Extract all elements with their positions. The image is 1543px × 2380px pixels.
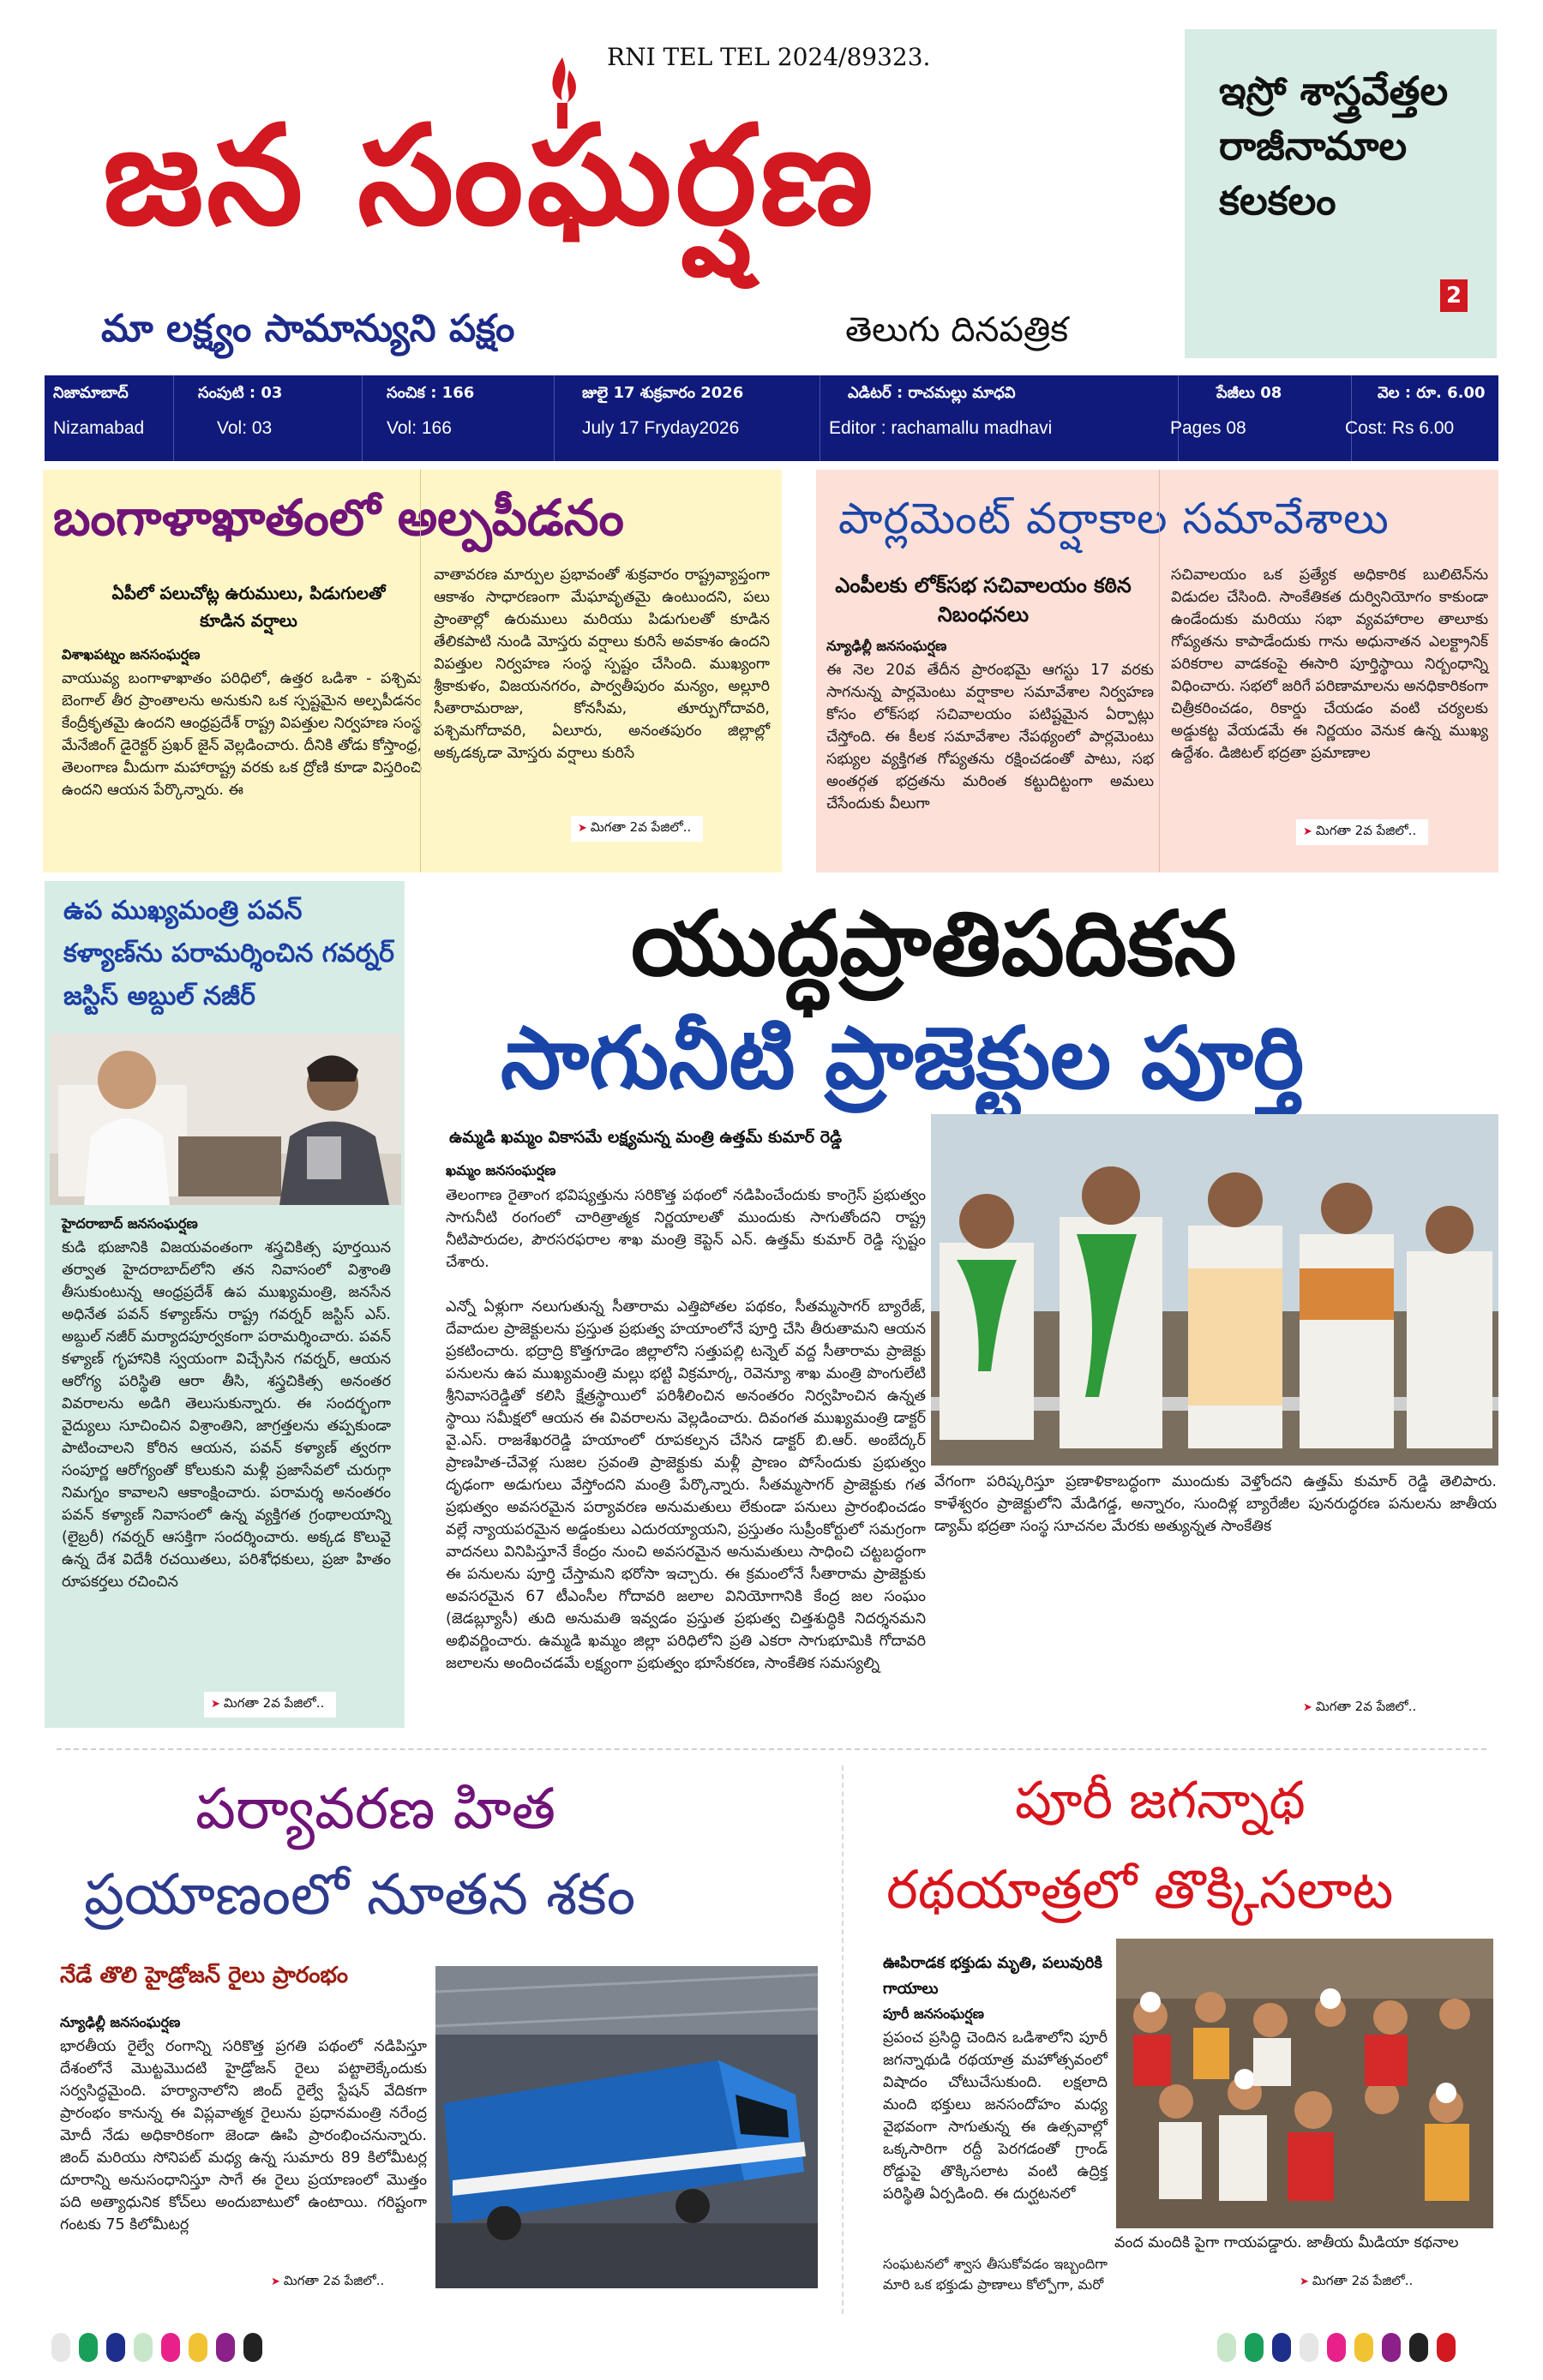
lead-subhead: ఉమ్మడి ఖమ్మం వికాసమే లక్ష్యమన్న మంత్రి ఉత్తమ్ కుమార్ రెడ్డి [449,1128,843,1147]
lead-side-paragraph: ఎన్నో ఏళ్లుగా నలుగుతున్న సీతారామ ఎత్తిపోతల పథకం, సీతమ్మసాగర్ బ్యారేజ్, దేవాదుల ప్రాజెక్టులను ప్రస్తుత ప్రభుత్వ హయాంలోనే పూర్తి చేసి తీరుతామని ఆయన ప్రకటించారు. భద్రాద్రి కొత్తగూడెం జిల్లాలోని సత్తుపల్లి టన్నెల్ వద్ద సీతారామ ప్రాజెక్టు పనులను ఉప ముఖ్యమంత్రి మల్లు భట్టి విక్రమార్క, రెవెన్యూ శాఖ మంత్రి పొంగులేటి శ్రీనివాసరెడ్డితో కలిసి క్షేత్రస్థాయిలో పరిశీలించిన అనంతరం నిర్వహించిన ఉన్నత స్థాయి సమీక్షలో ఆయన ఈ వివరాలను వెల్లడించారు. దివంగత ముఖ్యమంత్రి డాక్టర్ వై.ఎస్. రాజశేఖరరెడ్డి హయాంలో రూపకల్పన చేసిన డాక్టర్ బి.ఆర్. అంబేద్కర్ ప్రాణహిత-చేవెళ్ల సుజల స్రవంతి ప్రాజెక్టుకు మళ్లీ ప్రాణం పోసేందుకు ప్రభుత్వం దృఢంగా అడుగులు వేస్తోందని మంత్రి పేర్కొన్నారు. సీతమ్మసాగర్ ప్రాజెక్టుకు గత ప్రభుత్వం అవసరమైన పర్యావరణ అనుమతులు లేకుండా పనులు ప్రారంభించడం వల్లే న్యాయపరమైన అడ్డంకులు ఎదురయ్యాయని, ప్రస్తుతం సుప్రీంకోర్టులో సమగ్రంగా వాదనలు వినిపిస్తూనే కేంద్రం నుంచి అవసరమైన అనుమతులు సాధించి చట్టబద్ధంగా ఈ పనులను పూర్తి చేస్తామని భరోసా ఇచ్చారు. ఈ క్రమంలోనే సీతారామ ప్రాజెక్టుకు అవసరమైన 67 టీఎంసీల గోదావరి జలాల వినియోగానికి కేంద్ర జల సంఘం (జెడబ్ల్యూసీ) తుది అనుమతి ఇవ్వడం ప్రస్తుత ప్రభుత్వ చిత్తశుద్ధికి నిదర్శనమని అభివర్ణించారు. ఉమ్మడి ఖమ్మం జిల్లా పరిధిలోని ప్రతి ఎకరా సాగుభూమికి గోదావరి జలాలను అందించడమే లక్ష్యంగా ప్రభుత్వం భూసేకరణ, సాంకేతిక సమస్యల్ని [446,1298,926,1672]
story4-headline-line2: ప్రయాణంలో నూతన శకం [84,1861,636,1927]
story-low-pressure[interactable] [43,470,782,872]
story5-tail: సంఘటనలో శ్వాస తీసుకోవడం ఇబ్బందిగా మారి ఒక భక్తుడు ప్రాణాలు కోల్పోగా, మరో [883,2256,1108,2293]
info-date: జులై 17 శుక్రవారం 2026 July 17 Fryday2026 [554,375,819,461]
story3-body: కుడి భుజానికి విజయవంతంగా శస్త్రచికిత్స పూర్తయిన తర్వాత హైదరాబాద్‌లోని తన నివాసంలో విశ్రాంతి తీసుకుంటున్న ఆంధ్రప్రదేశ్ ఉప ముఖ్యమంత్రి, జనసేన అధినేత పవన్ కళ్యాణ్‌ను రాష్ట్ర గవర్నర్ జస్టిస్ ఎస్. అబ్దుల్ నజీర్ మర్యాదపూర్వకంగా పరామర్శించారు. పవన్ కళ్యాణ్ గృహానికి స్వయంగా విచ్చేసిన గవర్నర్, ఆయన ఆరోగ్య పరిస్థితి ఆరా తీసి, శస్త్రచికిత్స అనంతర వివరాలను అడిగి తెలుసుకున్నారు. ఈ సందర్భంగా వైద్యులు సూచించిన విశ్రాంతిని, జాగ్రత్తలను తప్పకుండా పాటించాలని కోరిన ఆయన, పవన్ కళ్యాణ్ త్వరగా సంపూర్ణ ఆరోగ్యంతో కోలుకుని మళ్లీ ప్రజాసేవలో చురుగ్గా నిమగ్నం కావాలని ఆకాంక్షించారు. పరామర్శ అనంతరం పవన్ కళ్యాణ్ నివాసంలో ఉన్న వ్యక్తిగత గ్రంథాలయాన్ని (లైబ్రరీ) గవర్నర్ ఆసక్తిగా సందర్శించారు. అక్కడ కొలువై ఉన్న దేశ విదేశీ రచయితలు, పరిశోధకులు, ప్రజా హితం రూపకర్తలు రచించిన [62,1239,391,1591]
info-editor: ఎడిటర్ : రాచమల్లు మాధవి Editor : rachamallu madhavi [820,375,1177,461]
story3-continued-link[interactable]: ➤ మిగతా 2వ పేజిలో.. [204,1692,336,1718]
story2-continued-link[interactable]: ➤ మిగతా 2వ పేజిలో.. [1296,819,1428,845]
minister-inspection-photo [931,1114,1498,1466]
story4-headline-line1: పర్యావరణ హిత [195,1776,556,1842]
footer-color-strip-right [1217,2333,1464,2365]
story5-headline-line1: పూరీ జగన్నాథ [1015,1771,1306,1831]
story-governor-visit[interactable] [45,881,405,1728]
story2-col1: ఈ నెల 20వ తేదీన ప్రారంభమై ఆగస్టు 17 వరకు సాగనున్న పార్లమెంటు వర్షాకాల సమావేశాల నిర్వహణ కోసం లోక్‌సభ సచివాలయం పటిష్టమైన ఏర్పాట్లు చేస్తోంది. ఈ కీలక సమావేశాల నేపథ్యంలో పార్లమెంటు సభ్యుల వ్యక్తిగత గోప్యతను రక్షించడంతో పాటు, సభ అంతర్గత భద్రతను మరింత కట్టుదిట్టంగా అమలు చేసేందుకు వీలుగా [826,662,1154,812]
masthead-title: జన సంఘర్షణ [103,94,877,255]
story4-body: భారతీయ రైల్వే రంగాన్ని సరికొత్త ప్రగతి పథంలో నడిపిస్తూ దేశంలోనే మొట్టమొదటి హైడ్రోజన్ రైలు పట్టాలెక్కేందుకు సర్వసిద్ధమైంది. హర్యానాలోని జింద్ రైల్వే స్టేషన్ వేదికగా ప్రారంభం కానున్న ఈ విప్లవాత్మక రైలును ప్రధానమంత్రి నరేంద్ర మోదీ నేడు అధికారికంగా జెండా ఊపి ప్రారంభించనున్నారు. జింద్ మరియు సోనిపట్ మధ్య ఉన్న సుమారు 89 కిలోమీటర్ల దూరాన్ని అనుసంధానిస్తూ సాగే ఈ రైలు ప్రయాణంలో మొత్తం పది అత్యాధునిక కోచ్‌లు అందుబాటులో ఉంటాయి. గరిష్టంగా గంటకు 75 కిలోమీటర్ల [60,2038,427,2233]
story5-body: ప్రపంచ ప్రసిద్ధి చెందిన ఒడిశాలోని పూరీ జగన్నాథుడి రథయాత్ర మహోత్సవంలో విషాదం చోటుచేసుకుంది. లక్షలాది మంది భక్తులు జనసందోహం మధ్య వైభవంగా సాగుతున్న ఈ ఉత్సవాల్లో ఒక్కసారిగా రద్దీ పెరగడంతో గ్రాండ్ రోడ్డుపై తొక్కిసలాట వంటి ఉద్రిక్త పరిస్థితి ఏర్పడింది. ఈ దుర్ఘటనలో [883,2029,1108,2203]
lead-headline-line2: సాగునీటి ప్రాజెక్టుల పూర్తి [501,1008,1305,1108]
story1-subhead: ఏపీలో పలుచోట్ల ఉరుములు, పిడుగులతో కూడిన వర్షాలు [111,583,386,631]
tagline: మా లక్ష్యం సామాన్యుని పక్షం [101,307,515,351]
teaser-page-badge: 2 [1440,279,1468,312]
governor-pawan-photo [50,1034,401,1205]
info-issue: సంచిక : 166 Vol: 166 [362,375,553,461]
story5-headline-line2: రథయాత్రలో తొక్కిసలాట [886,1858,1394,1921]
story2-subhead: ఎంపీలకు లోక్‌సభ సచివాలయం కఠిన నిబంధనలు [835,573,1132,626]
info-volume: సంపుటి : 03 Vol: 03 [173,375,361,461]
story5-subhead: ఊపిరాడక భక్తుడు మృతి, పలువురికి గాయాలు [883,1954,1102,1998]
story4-subhead: నేడే తొలి హైడ్రోజన్ రైలు ప్రారంభం [60,1963,349,1988]
footer-color-strip-left [51,2333,271,2365]
info-bar [45,375,1498,461]
rni-number: RNI TEL TEL 2024/89323. [607,43,931,71]
story5-dateline: పూరీ జనసంఘర్షణ [883,2005,984,2022]
teaser-box[interactable] [1185,29,1497,358]
story1-dateline: విశాఖపట్నం జనసంఘర్షణ [62,646,201,662]
story1-continued-link[interactable]: ➤ మిగతా 2వ పేజిలో.. [571,816,703,842]
story3-headline: ఉప ముఖ్యమంత్రి పవన్ కళ్యాణ్‌ను పరామర్శించిన గవర్నర్ జస్టిస్ అబ్దుల్ నజీర్ [63,896,394,1011]
info-pages: పేజీలు 08 Pages 08 [1178,375,1350,461]
story2-col2: సచివాలయం ఒక ప్రత్యేక అధికారిక బులిటెన్‌ను విడుదల చేసింది. సాంకేతికత దుర్వినియోగం కాకుండా ఉండేందుకు మరియు సభా వ్యవహారాల తాలూకు గోప్యతను కాపాడేందుకు గాను అధునాతన ఎలక్ట్రానిక్ పరికరాల వాడకంపై ఈసారి పూర్తిస్థాయి నిర్బంధాన్ని విధించారు. సభలో జరిగే పరిణామాలను అనధికారికంగా చిత్రీకరించడం, రికార్డు చేయడం వంటి చర్యలకు అడ్డుకట్ట వేయడమే ఈ నిర్ణయం వెనుక ఉన్న ముఖ్య ఉద్దేశం. డిజిటల్ భద్రతా ప్రమాణాల [1171,567,1488,762]
story-parliament[interactable] [816,470,1498,872]
lead-headline-line1: యుద్ధప్రాతిపదికన [631,891,1237,996]
story2-headline: పార్లమెంట్ వర్షాకాల సమావేశాలు [838,494,1390,543]
info-price: వెల : రూ. 6.00 Cost: Rs 6.00 [1351,375,1499,461]
story4-dateline: న్యూఢిల్లీ జనసంఘర్షణ [60,2014,181,2030]
lead-under-photo: వేగంగా పరిష్కరిస్తూ ప్రణాళికాబద్ధంగా ముందుకు వెళ్తోందని ఉత్తమ్ కుమార్ రెడ్డి తెలిపారు. కాళేశ్వరం ప్రాజెక్టులోని మేడిగడ్డ, అన్నారం, సుందిళ్ల బ్యారేజీల పునరుద్ధరణ పనులను జాతీయ డ్యామ్ భద్రతా సంస్థ సూచనల మేరకు అత్యున్నత సాంకేతిక [934,1473,1497,1535]
story1-headline: బంగాళాఖాతంలో అల్పపీడనం [53,489,624,547]
paper-subtitle: తెలుగు దినపత్రిక [845,310,1069,350]
story1-col2: వాతావరణ మార్పుల ప్రభావంతో శుక్రవారం రాష్ట్రవ్యాప్తంగా ఆకాశం సాధారణంగా మేఘావృతమై ఉంటుందని, పలు ప్రాంతాల్లో ఉరుములు మరియు పిడుగులతో కూడిన తేలికపాటి నుండి మోస్తరు వర్షాలు కురిసే అవకాశం ఉందని విపత్తుల నిర్వహణ సంస్థ స్పష్టం చేసింది. ముఖ్యంగా శ్రీకాకుళం, విజయనగరం, పార్వతీపురం మన్యం, అల్లూరి సీతారామరాజు, కోనసీమ, తూర్పుగోదావరి, పశ్చిమగోదావరి, ఏలూరు, అనంతపురం జిల్లాల్లో అక్కడక్కడా మోస్తరు వర్షాలు కురిసే [434,567,770,762]
hydrogen-train-photo [435,1966,818,2288]
story1-col1: వాయువ్య బంగాళాఖాతం పరిధిలో, ఉత్తర ఒడిశా - పశ్చిమ బెంగాల్ తీర ప్రాంతాలను అనుకుని ఒక స్పష్టమైన అల్పపీడనం కేంద్రీకృతమై ఉందని ఆంధ్రప్రదేశ్ రాష్ట్ర విపత్తుల నిర్వహణ సంస్థ మేనేజింగ్ డైరెక్టర్ ప్రఖర్ జైన్ వెల్లడించారు. దీనికి తోడు కోస్తాంధ్ర, తెలంగాణ మీదుగా మహారాష్ట్ర వరకు ఒక ద్రోణి కూడా విస్తరించి ఉందని ఆయన పేర్కొన్నారు. ఈ [62,670,422,799]
story3-dateline: హైదరాబాద్ జనసంఘర్షణ [62,1215,198,1232]
rath-yatra-crowd-photo [1116,1939,1493,2228]
lead-continued-link[interactable]: ➤ మిగతా 2వ పేజిలో.. [1296,1695,1428,1721]
story4-continued-link[interactable]: ➤ మిగతా 2వ పేజిలో.. [264,2269,396,2295]
lead-paragraph: తెలంగాణ రైతాంగ భవిష్యత్తును సరికొత్త పథంలో నడిపించేందుకు కాంగ్రెస్ ప్రభుత్వం సాగునీటి రంగంలో చారిత్రాత్మక నిర్ణయాలతో ముందుకు సాగుతోందని రాష్ట్ర నీటిపారుదల, పౌరసరఫరాల శాఖ మంత్రి కెప్టెన్ ఎన్. ఉత్తమ్ కుమార్ రెడ్డి స్పష్టం చేశారు. [446,1187,926,1271]
teaser-text: ఇస్రో శాస్త్రవేత్తల రాజీనామాల కలకలం [1219,68,1449,224]
story2-dateline: న్యూఢిల్లీ జనసంఘర్షణ [826,638,947,654]
info-location: నిజామాబాద్ Nizamabad [53,384,145,438]
story5-continued-link[interactable]: ➤ మిగతా 2వ పేజిలో.. [1293,2269,1425,2295]
story5-under-photo: వంద మందికి పైగా గాయపడ్డారు. జాతీయ మీడియా కథనాల [1114,2234,1459,2251]
lead-dateline: ఖమ్మం జనసంఘర్షణ [446,1162,556,1178]
